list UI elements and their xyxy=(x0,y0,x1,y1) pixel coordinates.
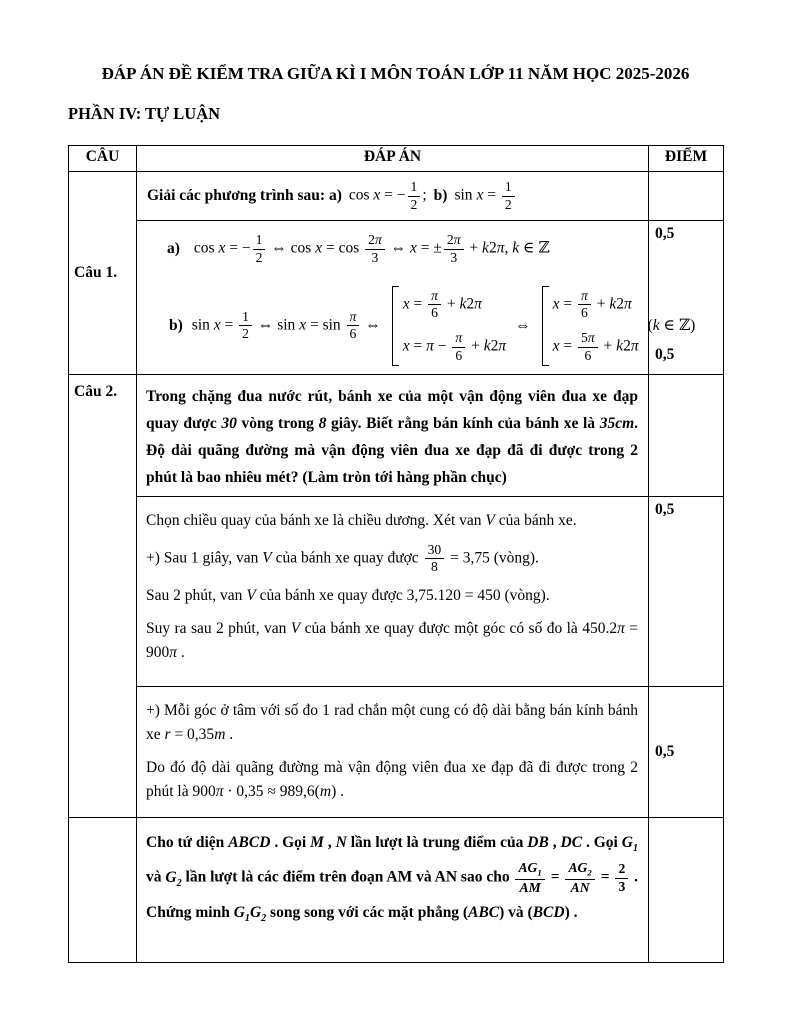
cau1-b-domain: (k ∈ ℤ) xyxy=(647,317,696,335)
cau1-a-formula: cos x = − $\frac{1}{2}$ ⇔ cos x = cos $\frac{2\pi}{3}$ ⇔ x = ± $\frac{2\pi}{3}$ + k2π, k ∈ ℤ xyxy=(193,232,550,265)
cau1-a-score-cell xyxy=(649,221,724,278)
answer-table xyxy=(68,145,724,963)
cau2-problem-text: Trong chặng đua nước rút, bánh xe của một vận động viên đua xe đạp quay được 30 vòng trong 8 giây. Biết rằng bán kính của bánh xe là 35cm. Độ dài quãng đường mà vận động viên đua xe đạp đã đi được trong 2 phút là bao nhiêu mét? (Làm tròn tới hàng phần chục) xyxy=(146,388,638,487)
solution-line: Sau 2 phút, van V của bánh xe quay được 3,75.120 = 450 (vòng). xyxy=(146,587,550,605)
col-header-cau: CÂU xyxy=(69,146,137,172)
cau2-sol2-score: 0,5 xyxy=(655,742,675,760)
cau2-problem-row xyxy=(69,375,724,497)
cau1-intro-lead: Giải các phương trình sau: a) xyxy=(147,187,342,204)
case-line: x = $\frac{\pi}{6}$ + k2π xyxy=(402,287,482,320)
cau2-sol2-row xyxy=(69,686,724,817)
cau2-label: Câu 2. xyxy=(74,383,118,400)
case-line: x = $\frac{\pi}{6}$ + k2π xyxy=(552,287,632,320)
cau1-b-row xyxy=(69,278,724,375)
case-line: x = $\frac{5\pi}{6}$ + k2π xyxy=(552,330,639,363)
case-line: x = π − $\frac{\pi}{6}$ + k2π xyxy=(402,330,507,363)
cau1-label-cell xyxy=(69,172,137,375)
cau1-intro-cell xyxy=(137,172,649,221)
cau1-a-row xyxy=(69,221,724,278)
cau3-problem-row xyxy=(69,817,724,962)
solution-line: Do đó độ dài quãng đường mà vận động viên đua xe đạp đã đi được trong 2 phút là 900π · 0,35 ≈ 989,6(m) . xyxy=(146,758,638,800)
cau2-problem-score-cell xyxy=(649,375,724,497)
cau1-b-cases-first xyxy=(392,286,506,366)
cau3-problem-text: Cho tứ diện ABCD . Gọi M , N lần lượt là trung điểm của DB , DC . Gọi $G_1$ và $G_2$ lần lượt là các điểm trên đoạn AM và AN sao cho $\frac{AG_1}{AM}$ = $\frac{AG_2}{AN}$ = $\frac{2}{3}$ . Chứng minh $G_1G_2$ song song với các mặt phẳng (ABC) và (BCD) . xyxy=(146,833,639,925)
col-header-dapan: ĐÁP ÁN xyxy=(137,146,649,172)
cau1-b-mid-arrow: ⇔ xyxy=(515,316,531,334)
cau1-b-cases-second xyxy=(542,286,639,366)
solution-line: +) Sau 1 giây, van V của bánh xe quay được $\frac{30}{8}$ = 3,75 (vòng). xyxy=(146,541,539,574)
cau1-intro-row xyxy=(69,172,724,221)
cau3-problem-cell xyxy=(137,817,649,962)
cau1-b-formula-lead: sin x = $\frac{1}{2}$ ⇔ sin x = sin $\frac{\pi}{6}$ ⇔ xyxy=(191,308,381,342)
document-title: ĐÁP ÁN ĐỀ KIỂM TRA GIỮA KÌ I MÔN TOÁN LỚP 11 NĂM HỌC 2025-2026 xyxy=(101,64,690,83)
cau1-b-label: b) xyxy=(169,316,183,334)
solution-line: +) Mỗi góc ở tâm với số đo 1 rad chắn một cung có độ dài bằng bán kính bánh xe r = 0,35m . xyxy=(146,701,638,743)
cau2-sol2-cell xyxy=(137,686,649,817)
cau2-sol2-score-cell xyxy=(649,686,724,817)
cau2-problem-cell xyxy=(137,375,649,497)
cau1-intro-line xyxy=(145,179,640,213)
cau3-score-cell xyxy=(649,817,724,962)
table-header-row xyxy=(69,146,724,172)
cau2-label-cell xyxy=(69,375,137,818)
cau1-label: Câu 1. xyxy=(74,264,118,281)
cau2-sol1-score: 0,5 xyxy=(655,500,675,518)
section-heading: PHẦN IV: TỰ LUẬN xyxy=(68,104,221,123)
cau1-a-label: a) xyxy=(167,240,180,258)
solution-line: Suy ra sau 2 phút, van V của bánh xe quay được một góc có số đo là 450.2π = 900π . xyxy=(146,620,638,662)
cau1-intro-score-cell xyxy=(649,172,724,221)
cau2-sol1-cell xyxy=(137,496,649,686)
cau1-b-score: 0,5 xyxy=(655,346,675,363)
cau1-a-cell xyxy=(137,221,649,278)
cau1-intro-equation-b: sin x = $\frac{1}{2}$ xyxy=(454,179,516,213)
cau1-a-score: 0,5 xyxy=(655,225,675,242)
cau3-label-cell xyxy=(69,817,137,962)
cau1-intro-equation-a: cos x = − $\frac{1}{2}$ ; xyxy=(348,179,427,212)
solution-line: Chọn chiều quay của bánh xe là chiều dương. Xét van V của bánh xe. xyxy=(146,511,577,529)
col-header-diem: ĐIỂM xyxy=(649,146,724,172)
cau1-a-line xyxy=(145,232,640,266)
cau2-sol1-row xyxy=(69,496,724,686)
cau1-intro-b-label: b) xyxy=(433,187,448,204)
cau2-sol1-score-cell xyxy=(649,496,724,686)
